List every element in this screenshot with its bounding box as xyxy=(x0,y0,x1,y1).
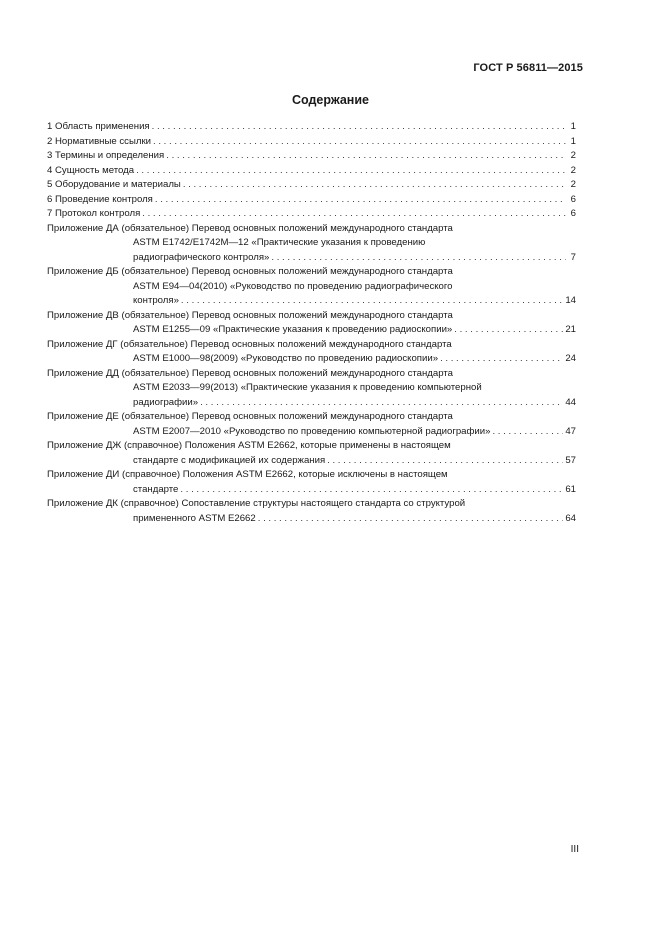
toc-entry-line xyxy=(47,207,576,222)
page-header-standard: ГОСТ Р 56811—2015 xyxy=(473,62,583,74)
dot-leader xyxy=(200,396,563,411)
toc-entry-line xyxy=(47,381,576,396)
dot-leader xyxy=(454,323,563,338)
toc-entry[interactable] xyxy=(47,468,576,497)
toc-entry-text: контроля» xyxy=(133,295,179,306)
toc-entry-line xyxy=(47,193,576,208)
toc-page-number: 1 xyxy=(570,121,576,132)
toc-entry[interactable] xyxy=(47,149,576,164)
toc-page-number: 6 xyxy=(570,208,576,219)
toc-entry-line xyxy=(47,425,576,440)
toc-entry-text: радиографического контроля» xyxy=(133,251,270,263)
toc-entry-text: Приложение ДГ (обязательное) Перевод основных положений международного стандарта xyxy=(47,338,452,350)
toc-entry-line xyxy=(47,135,576,150)
toc-entry-line xyxy=(47,439,576,454)
toc-entry[interactable] xyxy=(47,367,576,411)
toc-entry-text: Приложение ДА (обязательное) Перевод основных положений международного стандарта xyxy=(47,222,453,234)
toc-entry-text: ASTM E1742/E1742M—12 «Практические указания к проведению xyxy=(133,237,426,248)
dot-leader xyxy=(440,352,563,367)
toc-entry-line xyxy=(47,309,576,324)
toc-entry[interactable] xyxy=(47,178,576,193)
toc-entry-line xyxy=(47,323,576,338)
toc-entry[interactable] xyxy=(47,439,576,468)
toc-entry[interactable] xyxy=(47,207,576,222)
toc-entry-line xyxy=(47,222,576,237)
toc-entry-line xyxy=(47,236,576,251)
toc-entry-line xyxy=(47,497,576,512)
dot-leader xyxy=(136,164,566,179)
toc-entry-text: Приложение ДК (справочное) Сопоставление структуры настоящего стандарта со структурой xyxy=(47,498,466,509)
toc-entry-text: ASTM E1255—09 «Практические указания к проведению радиоскопии» xyxy=(133,324,453,335)
toc-entry[interactable] xyxy=(47,338,576,367)
toc-entry-text: 1 Область применения xyxy=(47,121,150,132)
toc-entry-line xyxy=(47,178,576,193)
toc-entry[interactable] xyxy=(47,265,576,309)
toc-entry-text: ASTM E94—04(2010) «Руководство по проведению радиографического xyxy=(133,280,453,292)
toc-entry-line xyxy=(47,454,576,469)
toc-entry-line xyxy=(47,396,576,411)
toc-entry-line xyxy=(47,294,576,309)
toc-entry-line xyxy=(47,512,576,527)
toc-entry-line xyxy=(47,265,576,280)
toc-entry-text: 2 Нормативные ссылки xyxy=(47,135,152,147)
dot-leader xyxy=(155,193,566,208)
toc-entry-text: 4 Сущность метода xyxy=(47,164,135,176)
toc-entry[interactable] xyxy=(47,120,576,135)
toc-page-number: 6 xyxy=(570,193,576,205)
dot-leader xyxy=(327,454,563,469)
toc-entry[interactable] xyxy=(47,222,576,266)
page-number: III xyxy=(570,844,579,855)
toc-page-number: 7 xyxy=(570,251,576,263)
toc-entry-line xyxy=(47,149,576,164)
dot-leader xyxy=(180,483,563,498)
toc-page-number: 57 xyxy=(565,454,576,466)
toc-page-number: 44 xyxy=(565,396,576,408)
page-title: Содержание xyxy=(291,93,369,107)
toc-entry-text: стандарте xyxy=(133,483,179,495)
dot-leader xyxy=(153,135,566,150)
toc-entry[interactable] xyxy=(47,193,576,208)
toc-page-number: 2 xyxy=(570,150,576,161)
toc-entry-line xyxy=(47,483,576,498)
toc-entry-text: 6 Проведение контроля xyxy=(47,193,153,205)
dot-leader xyxy=(258,512,564,527)
dot-leader xyxy=(181,294,563,309)
toc-entry-line xyxy=(47,410,576,425)
table-of-contents xyxy=(47,120,576,526)
toc-entry[interactable] xyxy=(47,164,576,179)
toc-entry-line xyxy=(47,338,576,353)
toc-page-number: 1 xyxy=(570,135,576,147)
toc-entry-text: Приложение ДБ (обязательное) Перевод основных положений международного стандарта xyxy=(47,266,453,277)
toc-page-number: 24 xyxy=(565,353,576,364)
dot-leader xyxy=(166,149,566,164)
toc-entry-text: Приложение ДЕ (обязательное) Перевод основных положений международного стандарта xyxy=(47,411,453,422)
dot-leader xyxy=(152,120,566,135)
toc-entry-line xyxy=(47,352,576,367)
toc-entry-line xyxy=(47,468,576,483)
toc-entry-text: Приложение ДВ (обязательное) Перевод основных положений международного стандарта xyxy=(47,309,453,321)
toc-entry-text: Приложение ДД (обязательное) Перевод основных положений международного стандарта xyxy=(47,367,453,379)
toc-entry-text: ASTM E1000—98(2009) «Руководство по проведению радиоскопии» xyxy=(133,353,439,364)
dot-leader xyxy=(142,207,566,222)
toc-entry-text: Приложение ДЖ (справочное) Положения ASTM E2662, которые применены в настоящем xyxy=(47,440,451,451)
toc-entry-text: ASTM E2007—2010 «Руководство по проведению компьютерной радиографии» xyxy=(133,425,491,437)
toc-entry-text: ASTM E2033—99(2013) «Практические указания к проведению компьютерной xyxy=(133,382,482,393)
dot-leader xyxy=(271,251,566,266)
toc-page-number: 64 xyxy=(565,512,576,524)
dot-leader xyxy=(492,425,563,440)
toc-entry-line xyxy=(47,280,576,295)
toc-entry[interactable] xyxy=(47,497,576,526)
toc-page-number: 21 xyxy=(565,324,576,335)
toc-entry[interactable] xyxy=(47,410,576,439)
toc-entry-line xyxy=(47,164,576,179)
toc-page-number: 2 xyxy=(570,164,576,176)
toc-entry-text: 5 Оборудование и материалы xyxy=(47,179,181,190)
toc-page-number: 14 xyxy=(565,295,576,306)
toc-page-number: 47 xyxy=(565,425,576,437)
toc-entry-text: радиографии» xyxy=(133,396,199,408)
toc-entry[interactable] xyxy=(47,309,576,338)
toc-entry-text: стандарте с модификацией их содержания xyxy=(133,454,326,466)
toc-entry-text: Приложение ДИ (справочное) Положения ASTM E2662, которые исключены в настоящем xyxy=(47,469,448,480)
toc-entry-text: 7 Протокол контроля xyxy=(47,208,141,219)
toc-entry-text: примененного ASTM E2662 xyxy=(133,512,256,524)
toc-entry-line xyxy=(47,120,576,135)
toc-page-number: 61 xyxy=(565,483,576,495)
dot-leader xyxy=(183,178,566,193)
toc-entry[interactable] xyxy=(47,135,576,150)
toc-entry-line xyxy=(47,367,576,382)
toc-page-number: 2 xyxy=(570,179,576,190)
toc-entry-line xyxy=(47,251,576,266)
toc-entry-text: 3 Термины и определения xyxy=(47,150,165,161)
